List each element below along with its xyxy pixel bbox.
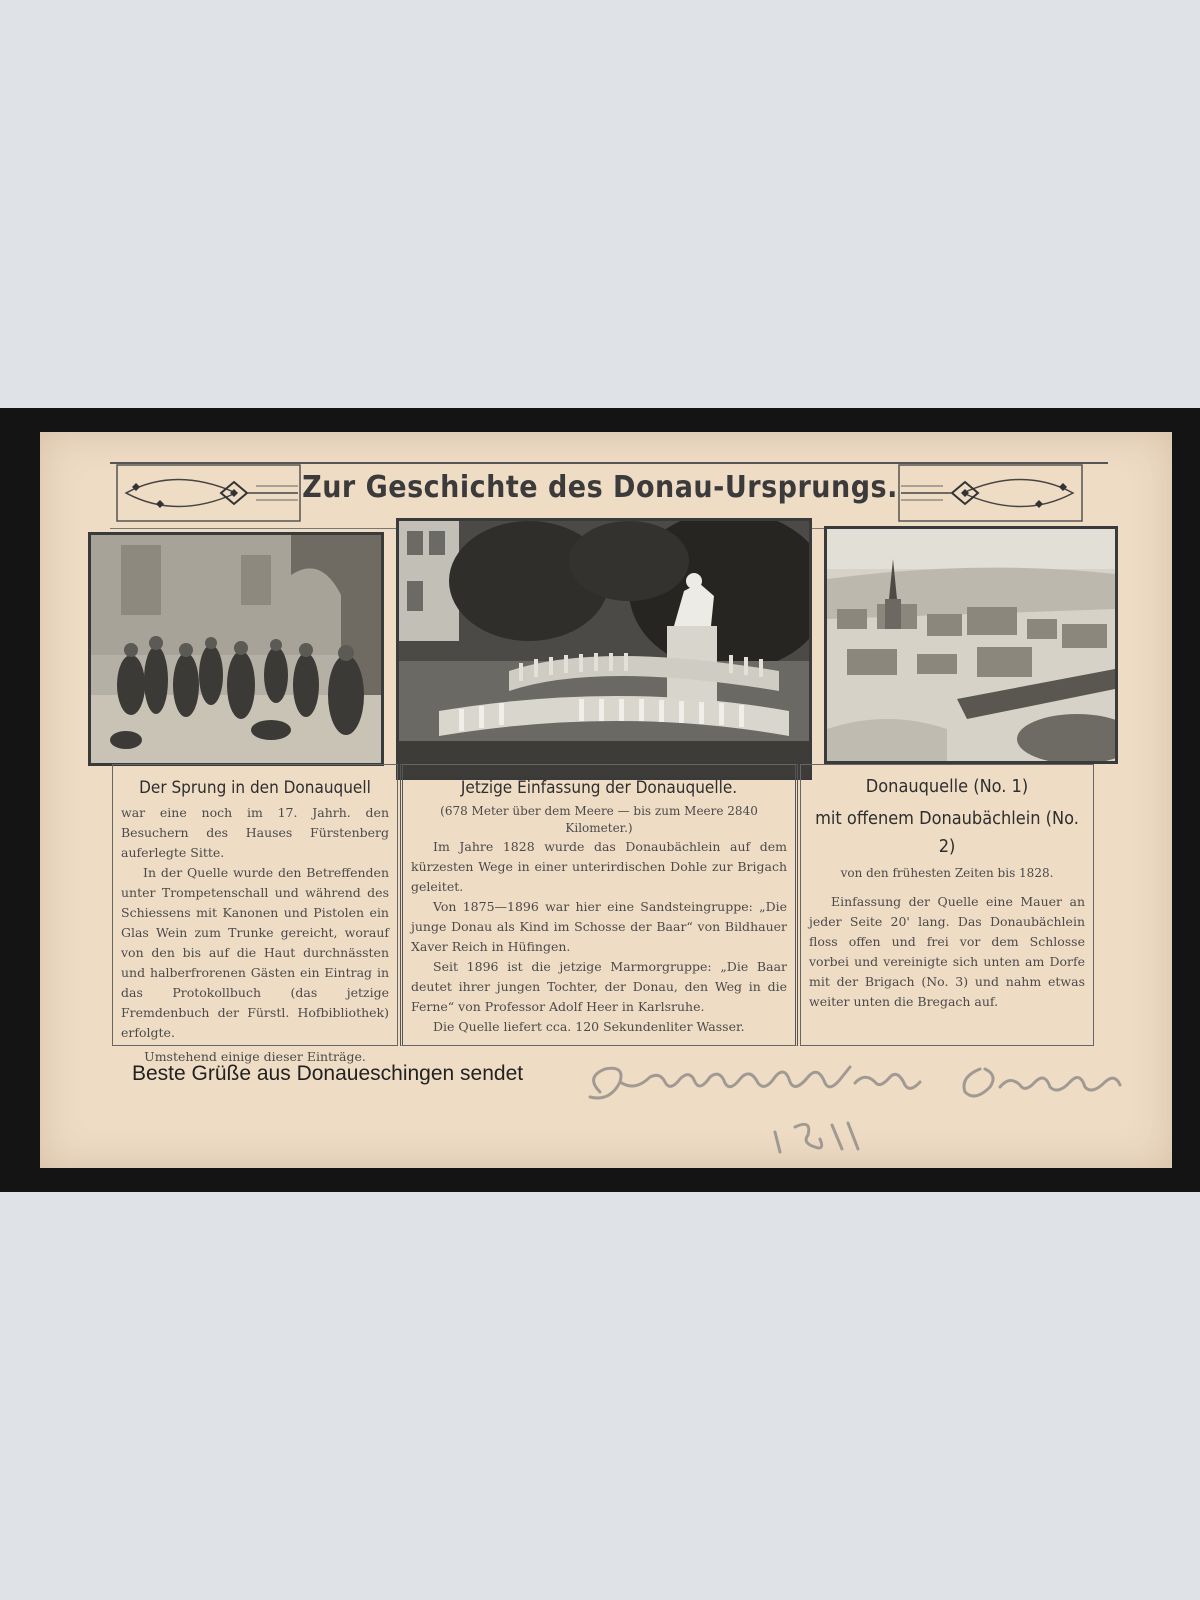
- card-title: Zur Geschichte des Donau-Ursprungs.: [302, 470, 898, 505]
- greeting-text: Beste Grüße aus Donaueschingen sendet: [132, 1062, 524, 1085]
- crowd-engraving-image: [88, 532, 384, 766]
- right-panel-title-line-1: Donauquelle (No. 1): [865, 776, 1029, 797]
- right-panel-title-line-2: mit offenem Donaubächlein (No. 2): [815, 808, 1079, 857]
- center-panel-paragraph-2: Von 1875—1896 war hier eine Sandsteingruppe: „Die junge Donau als Kind im Schosse der Baar“ von Bildhauer Xaver Reich in Hüfingen.: [411, 899, 787, 954]
- center-panel-paragraph-4: Die Quelle liefert cca. 120 Sekundenliter Wasser.: [433, 1019, 745, 1034]
- center-text-panel: [400, 764, 798, 1046]
- right-ornament-icon: [898, 464, 1083, 522]
- postcard: [40, 432, 1172, 1168]
- center-panel-subtitle: (678 Meter über dem Meere — bis zum Meere 2840 Kilometer.): [440, 804, 758, 835]
- right-panel-paragraph-1: Einfassung der Quelle eine Mauer an jeder Seite 20' lang. Das Donaubächlein floss offen und frei vor dem Schlosse vorbei und vereinigte sich unten am Dorfe mit der Brigach (No. 3) und nahm etwas weiter unten die Bregach auf.: [809, 894, 1085, 1009]
- center-panel-paragraph-1: Im Jahre 1828 wurde das Donaubächlein auf dem kürzesten Wege in einer unterirdischen Dohle zur Brigach geleitet.: [411, 839, 787, 894]
- center-panel-title: Jetzige Einfassung der Donauquelle.: [460, 778, 738, 798]
- right-text-panel: [800, 764, 1094, 1046]
- fountain-photo-image: [396, 518, 812, 780]
- left-ornament-icon: [116, 464, 301, 522]
- town-panorama-image: [824, 526, 1118, 764]
- left-panel-paragraph-2: In der Quelle wurde den Betreffenden unter Trompetenschall und während des Schiessens mit Kanonen und Pistolen ein Glas Wein zum Trunke gereicht, worauf von den bis auf die Haut durchnässten und halberfrorenen Gästen ein Eintrag in das Protokollbuch (das jetzige Fremdenbuch der Fürstl. Hofbibliothek) erfolgte.: [121, 865, 389, 1040]
- right-panel-subtitle: von den frühesten Zeiten bis 1828.: [840, 866, 1054, 880]
- handwritten-signature: [580, 1047, 1160, 1157]
- center-panel-paragraph-3: Seit 1896 ist die jetzige Marmorgruppe: „Die Baar deutet ihrer jungen Tochter, der Donau, den Weg in die Ferne“ von Professor Adolf Heer in Karlsruhe.: [411, 959, 787, 1014]
- left-panel-paragraph-3: Umstehend einige dieser Einträge.: [144, 1049, 366, 1064]
- left-panel-paragraph-1: war eine noch im 17. Jahrh. den Besuchern des Hauses Fürstenberg auferlegte Sitte.: [121, 805, 389, 860]
- left-text-panel: [112, 764, 398, 1064]
- left-panel-title: Der Sprung in den Donauquell: [139, 778, 371, 798]
